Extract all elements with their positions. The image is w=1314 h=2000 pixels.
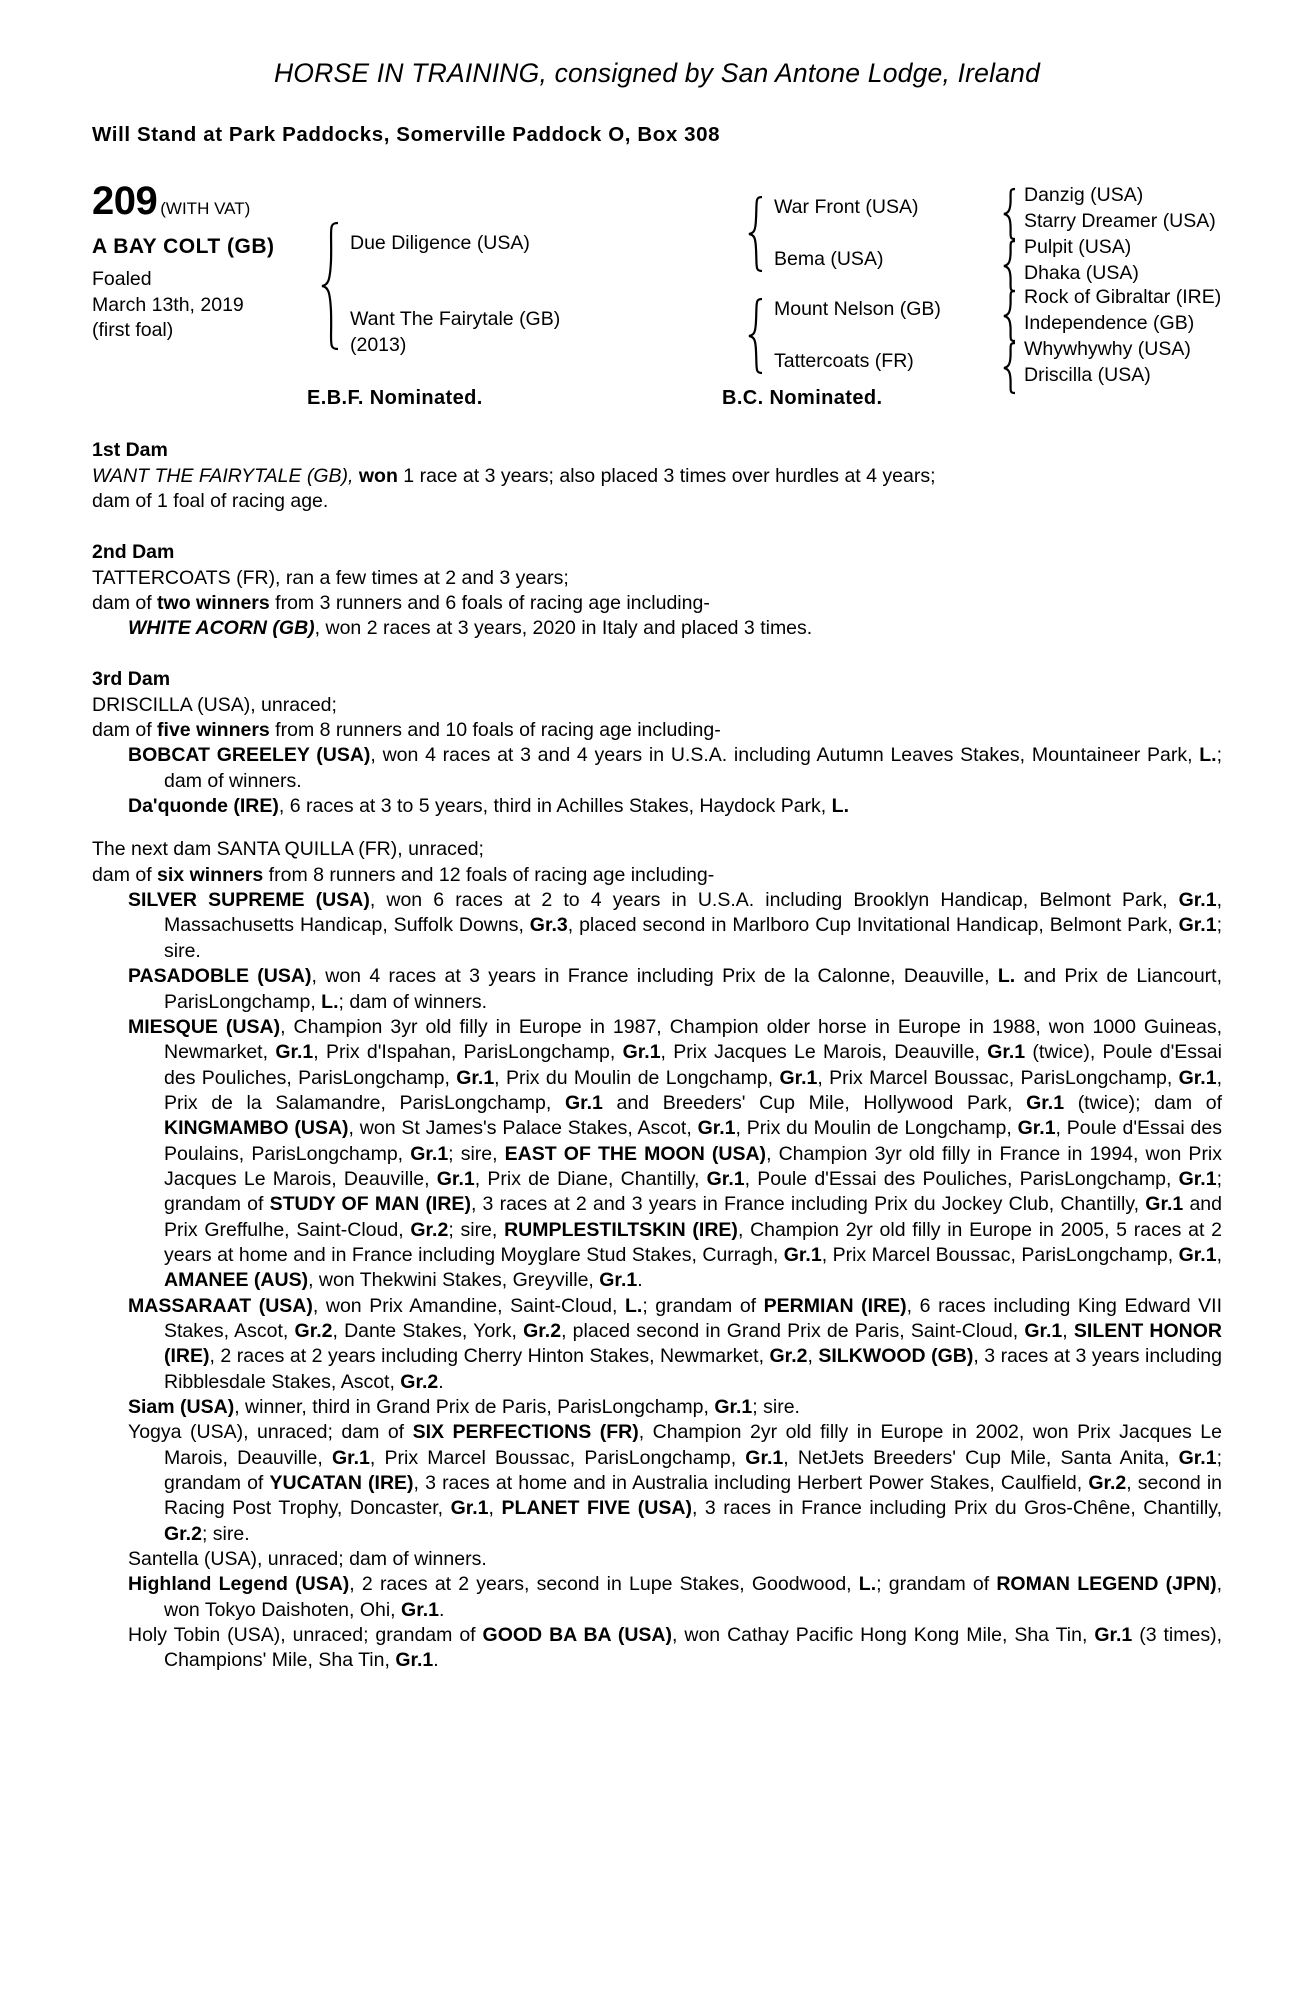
brace-g1 <box>1002 187 1018 241</box>
second-dam-progeny <box>92 616 1222 641</box>
next-dam-entry-1 <box>92 964 1222 1015</box>
entry-text: , Champion 3yr old filly in Europe in 1987, Champion older horse in Europe in 1988, won 1000 Guineas, Newmarket, Gr.1, Prix d'Ispahan, ParisLongchamp, Gr.1, Prix Jacques Le Marois, Deauville, Gr.1 (twice), Poule d'Essai des Pouliches, ParisLongchamp, Gr.1, Prix du Moulin de Longchamp, Gr.1, Prix Marcel Boussac, ParisLongchamp, Gr.1, Prix de la Salamandre, ParisLongchamp, Gr.1 and Breeders' Cup Mile, Hollywood Park, Gr.1 (twice); dam of KINGMAMBO (USA), won St James's Palace Stakes, Ascot, Gr.1, Prix du Moulin de Longchamp, Gr.1, Poule d'Essai des Poulains, ParisLongchamp, Gr.1; sire, EAST OF THE MOON (USA), Champion 3yr old filly in France in 1994, won Prix Jacques Le Marois, Deauville, Gr.1, Prix de Diane, Chantilly, Gr.1, Poule d'Essai des Pouliches, ParisLongchamp, Gr.1; grandam of STUDY OF MAN (IRE), 3 races at 2 and 3 years in France including Prix du Jockey Club, Chantilly, Gr.1 and Prix Greffulhe, Saint-Cloud, Gr.2; sire, RUMPLESTILTSKIN (IRE), Champion 2yr old filly in Europe in 2005, 5 races at 2 years at home and in France including Moyglare Stud Stakes, Curragh, Gr.1, Prix Marcel Boussac, ParisLongchamp, Gr.1, AMANEE (AUS), won Thekwini Stakes, Greyville, Gr.1. <box>164 1015 1223 1292</box>
entry-text: , won 4 races at 3 and 4 years in U.S.A. including Autumn Leaves Stakes, Mountaineer Park, L.; dam of winners. <box>164 744 1222 792</box>
second-dam-line2-post: from 3 runners and 6 foals of racing age including- <box>269 592 710 615</box>
ebf-nominated: E.B.F. Nominated. <box>307 387 483 409</box>
brace-sire <box>747 195 765 273</box>
grandparent-5: Rock of Gibraltar (IRE) <box>1024 286 1222 308</box>
page-title: HORSE IN TRAINING, consigned by San Antone Lodge, Ireland <box>273 58 1041 88</box>
brace-g3 <box>1002 289 1018 343</box>
dams-sire: Mount Nelson (GB) <box>774 298 941 320</box>
grandparent-6: Independence (GB) <box>1024 312 1195 334</box>
third-dam-line2-post: from 8 runners and 10 foals of racing age including- <box>269 719 721 742</box>
entry-text: , unraced; dam of winners. <box>256 1548 487 1571</box>
third-dam-entry-0 <box>92 743 1222 794</box>
third-dam-heading: 3rd Dam <box>92 667 171 690</box>
grandparent-2: Starry Dreamer (USA) <box>1024 210 1216 232</box>
next-dam-line1: The next dam SANTA QUILLA (FR), unraced; <box>92 838 484 861</box>
grandparent-7: Whywhywhy (USA) <box>1024 338 1191 360</box>
second-dam-heading: 2nd Dam <box>92 540 175 563</box>
second-dam-line2 <box>92 591 1222 616</box>
foaled-date: March 13th, 2019 <box>92 293 244 316</box>
entry-name: Siam (USA) <box>128 1396 235 1418</box>
brace-outer <box>320 221 342 351</box>
dams-dam: Tattercoats (FR) <box>774 350 914 372</box>
entry-text: , won 6 races at 2 to 4 years in U.S.A. including Brooklyn Handicap, Belmont Park, Gr.1, Massachusetts Handicap, Suffolk Downs, Gr.3, placed second in Marlboro Cup Invitational Handicap, Belmont Park, Gr.1; sire. <box>164 889 1222 962</box>
next-dam-entry-8 <box>92 1623 1222 1674</box>
entry-name: Da'quonde (IRE) <box>128 795 279 818</box>
next-dam-entry-5 <box>92 1420 1222 1547</box>
second-dam-progeny-text: , won 2 races at 3 years, 2020 in Italy and placed 3 times. <box>314 617 813 640</box>
grandparent-1: Danzig (USA) <box>1024 184 1144 206</box>
entry-name: BOBCAT GREELEY (USA) <box>128 744 371 767</box>
third-dam-winners: five winners <box>157 719 270 742</box>
first-dam-won: won <box>358 465 398 487</box>
next-dam-entry-4 <box>92 1395 1222 1420</box>
entry-text: , 2 races at 2 years, second in Lupe Stakes, Goodwood, L.; grandam of ROMAN LEGEND (JPN), won Tokyo Daishoten, Ohi, Gr.1. <box>164 1573 1222 1621</box>
sires-dam: Bema (USA) <box>774 248 884 270</box>
next-dam-entry-2 <box>92 1015 1222 1294</box>
next-dam-entry-3 <box>92 1294 1222 1395</box>
colt-description: A BAY COLT (GB) <box>92 235 275 258</box>
entry-name: Yogya (USA) <box>128 1421 244 1444</box>
entry-name: PASADOBLE (USA) <box>128 965 312 988</box>
second-dam-winners: two winners <box>157 592 270 615</box>
sire-name: Due Diligence (USA) <box>350 232 530 254</box>
spacer <box>92 819 1222 837</box>
entry-text: , unraced; grandam of GOOD BA BA (USA), won Cathay Pacific Hong Kong Mile, Sha Tin, Gr.1 (3 times), Champions' Mile, Sha Tin, Gr.1. <box>164 1624 1222 1672</box>
grandparent-4: Dhaka (USA) <box>1024 262 1139 284</box>
second-dam-progeny-name: WHITE ACORN (GB) <box>128 617 315 640</box>
next-dam-entry-6 <box>92 1547 1222 1572</box>
entry-name: Holy Tobin (USA) <box>128 1624 281 1647</box>
next-dam-winners: six winners <box>157 863 264 886</box>
entry-name: MASSARAAT (USA) <box>128 1294 313 1317</box>
entry-text: , 6 races at 3 to 5 years, third in Achilles Stakes, Haydock Park, L. <box>278 795 849 818</box>
brace-dam <box>747 297 765 375</box>
second-dam-line2-pre: dam of <box>92 592 158 615</box>
bc-nominated: B.C. Nominated. <box>722 387 883 409</box>
next-dam-line2 <box>92 863 1222 888</box>
first-dam-text1: 1 race at 3 years; also placed 3 times over hurdles at 4 years; <box>397 465 936 487</box>
nominations-row <box>92 387 1222 413</box>
entry-name: MIESQUE (USA) <box>128 1015 281 1038</box>
entry-text: , won 4 races at 3 years in France including Prix de la Calonne, Deauville, L. and Prix de Liancourt, ParisLongchamp, L.; dam of winners. <box>164 965 1222 1013</box>
lot-details <box>92 181 307 344</box>
grandparent-3: Pulpit (USA) <box>1024 236 1132 258</box>
first-dam-text2: dam of 1 foal of racing age. <box>92 490 329 513</box>
third-dam-entry-1 <box>92 794 1222 819</box>
lot-number: 209 <box>92 179 158 223</box>
third-dam-line2 <box>92 718 1222 743</box>
dam-year: (2013) <box>350 334 407 356</box>
first-dam-text <box>92 464 1222 489</box>
next-dam-line2-post: from 8 runners and 12 foals of racing age including- <box>263 863 715 886</box>
next-dam-entry-7 <box>92 1572 1222 1623</box>
entry-name: SILVER SUPREME (USA) <box>128 889 370 912</box>
first-dam-name: WANT THE FAIRYTALE (GB), <box>92 465 354 487</box>
next-dam-line2-pre: dam of <box>92 863 158 886</box>
entry-name: Santella (USA) <box>128 1548 257 1571</box>
foaled-label: Foaled <box>92 268 152 290</box>
entry-name: Highland Legend (USA) <box>128 1573 350 1596</box>
first-foal-note: (first foal) <box>92 319 174 342</box>
brace-g2 <box>1002 239 1018 293</box>
next-dam-entry-0 <box>92 888 1222 964</box>
third-dam-line1: DRISCILLA (USA), unraced; <box>92 693 337 716</box>
lot-vat: (WITH VAT) <box>160 199 251 218</box>
entry-text: , winner, third in Grand Prix de Paris, ParisLongchamp, Gr.1; sire. <box>234 1396 800 1418</box>
sires-sire: War Front (USA) <box>774 196 919 218</box>
entry-text: , won Prix Amandine, Saint-Cloud, L.; grandam of PERMIAN (IRE), 6 races including King Edward VII Stakes, Ascot, Gr.2, Dante Stakes, York, Gr.2, placed second in Grand Prix de Paris, Saint-Cloud, Gr.1, SILENT HONOR (IRE), 2 races at 2 years including Cherry Hinton Stakes, Newmarket, Gr.2, SILKWOOD (GB), 3 races at 3 years including Ribblesdale Stakes, Ascot, Gr.2. <box>164 1294 1222 1393</box>
pedigree-table <box>92 179 1222 386</box>
third-dam-line2-pre: dam of <box>92 719 158 742</box>
first-dam-heading: 1st Dam <box>92 439 168 461</box>
entry-text: , unraced; dam of SIX PERFECTIONS (FR), Champion 2yr old filly in Europe in 2002, won Prix Jacques Le Marois, Deauville, Gr.1, Prix Marcel Boussac, ParisLongchamp, Gr.1, NetJets Breeders' Cup Mile, Santa Anita, Gr.1; grandam of YUCATAN (IRE), 3 races at home and in Australia including Herbert Power Stakes, Caulfield, Gr.2, second in Racing Post Trophy, Doncaster, Gr.1, PLANET FIVE (USA), 3 races in France including Prix du Gros-Chêne, Chantilly, Gr.2; sire. <box>164 1421 1223 1545</box>
lot-number-line <box>92 181 307 221</box>
second-dam-line1: TATTERCOATS (FR), ran a few times at 2 and 3 years; <box>92 566 569 589</box>
stand-at-line: Will Stand at Park Paddocks, Somerville Paddock O, Box 308 <box>92 123 721 146</box>
grandparent-8: Driscilla (USA) <box>1024 364 1151 386</box>
dam-name: Want The Fairytale (GB) <box>350 308 561 330</box>
